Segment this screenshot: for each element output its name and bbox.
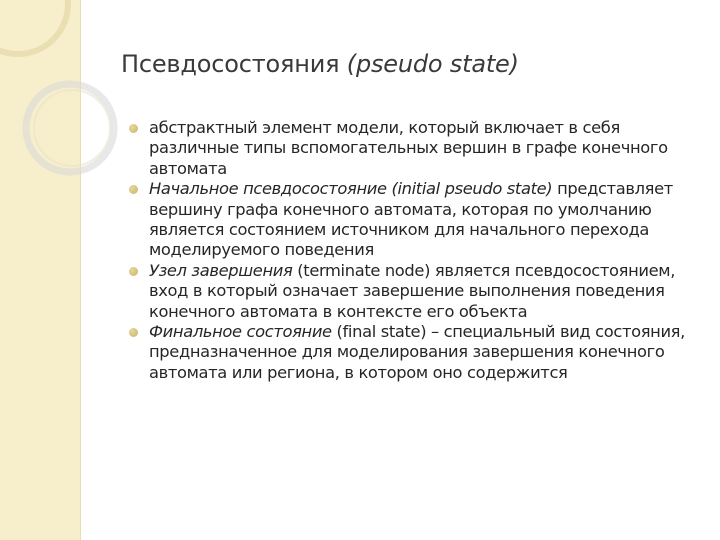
bullet-item (128, 179, 698, 261)
bullet-item (128, 261, 698, 322)
bullet-text: (final state) – специальный вид состояния, предназначенное для моделирования завершения конечного автомата или региона, в котором оно содержится (149, 322, 685, 382)
bullet-dot-icon (129, 124, 138, 133)
title-main: Псевдосостояния (121, 50, 340, 78)
decorative-ring-inner (34, 90, 110, 166)
title-parenthetical: (pseudo state) (346, 50, 519, 78)
bullet-list (128, 118, 698, 383)
slide-title (121, 50, 519, 78)
bullet-text: (terminate node) является псевдосостоянием, вход в который означает завершение выполнения поведения конечного автомата в контексте его объекта (149, 260, 676, 321)
bullet-text: представляет вершину графа конечного автомата, которая по умолчанию является состоянием источником для начального перехода моделируемого поведения (149, 179, 673, 260)
decorative-ring-gray (26, 84, 114, 172)
bullet-term: Узел завершения (149, 260, 293, 280)
bullet-text: абстрактный элемент модели, который включает в себя различные типы вспомогательных вершин в графе конечного автомата (149, 118, 668, 178)
bullet-term: Начальное псевдосостояние (initial pseudo state) (149, 179, 553, 199)
decorative-ring-top (0, 0, 68, 54)
bullet-term: Финальное состояние (149, 322, 332, 342)
bullet-dot-icon (129, 267, 138, 276)
bullet-dot-icon (129, 328, 138, 337)
decorative-circles (0, 0, 120, 200)
bullet-dot-icon (129, 185, 138, 194)
bullet-item (128, 118, 698, 179)
bullet-item (128, 322, 698, 383)
